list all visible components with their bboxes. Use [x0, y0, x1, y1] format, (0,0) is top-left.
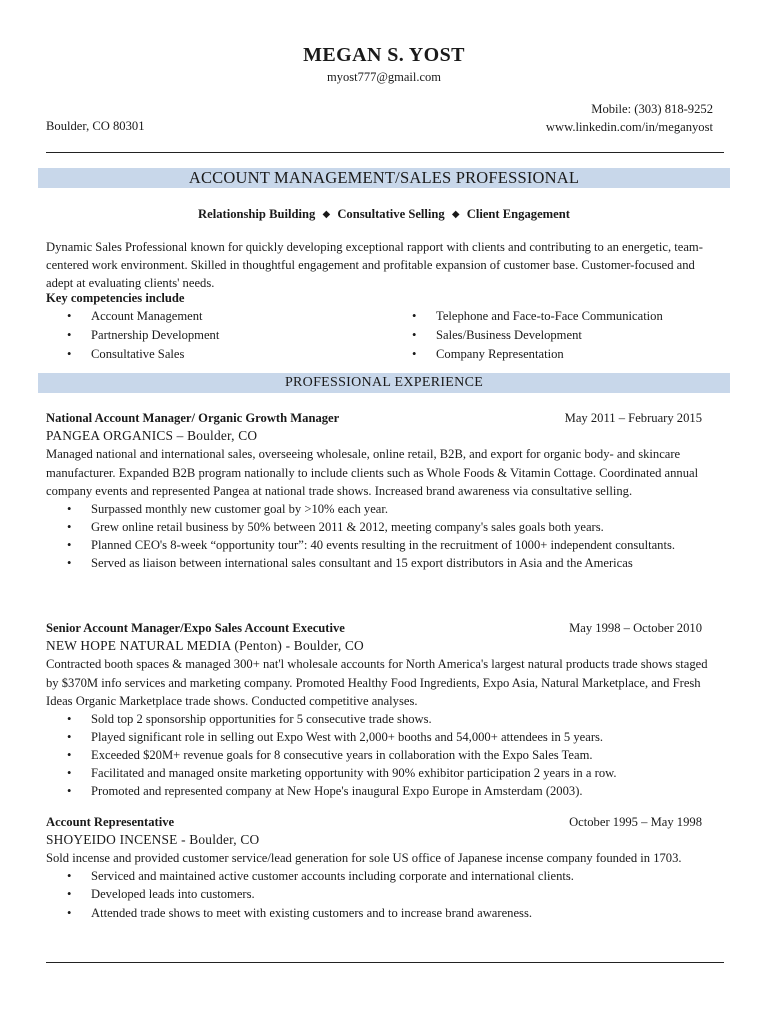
job-header — [46, 813, 702, 831]
achievement-item: • Facilitated and managed onsite marketing opportunity with 90% exhibitor participation 2 years in a row. — [46, 765, 711, 783]
headline-band — [38, 168, 730, 188]
competency-item: • Partnership Development — [46, 326, 376, 345]
competency-item: • Consultative Sales — [46, 345, 376, 364]
job-entry — [46, 619, 708, 801]
tagline-item: Consultative Selling — [337, 207, 445, 221]
competency-item: • Company Representation — [391, 345, 721, 364]
company-name: SHOYEIDO INCENSE - Boulder, CO — [46, 832, 260, 848]
achievement-list — [46, 868, 702, 923]
bottom-divider — [46, 962, 724, 963]
competencies-left-list — [46, 307, 376, 365]
contact-block — [546, 100, 713, 136]
job-entry — [46, 409, 702, 573]
achievement-item: • Played significant role in selling out Expo West with 2,000+ booths and 54,000+ attendees in 5 years. — [46, 728, 711, 746]
competency-item: • Sales/Business Development — [391, 326, 721, 345]
achievement-item: • Serviced and maintained active customer accounts including corporate and international clients. — [46, 868, 711, 886]
competencies-right-list — [391, 307, 721, 365]
achievement-item: • Attended trade shows to meet with existing customers and to increase brand awareness. — [46, 904, 711, 922]
achievement-item: • Served as liaison between international sales consultant and 15 export distributors in Asia and the Americas — [46, 555, 711, 573]
tagline-item: Relationship Building — [198, 207, 316, 221]
linkedin-url[interactable]: www.linkedin.com/in/meganyost — [545, 120, 713, 135]
achievement-item: • Grew online retail business by 50% between 2011 & 2012, meeting company's sales goals both years. — [46, 518, 711, 536]
job-entry — [46, 813, 702, 922]
job-title: Senior Account Manager/Expo Sales Account Executive — [46, 621, 345, 635]
job-description: Managed national and international sales, overseeing wholesale, online retail, B2B, and export for organic body- and skincare manufacturer. Expanded B2B program nationally to include clients such as Whole Foods & Vitamin Cottage. Coordinated annual company events and represented Pangea at national trade shows. Increased brand awareness via consultative selling. — [46, 447, 699, 498]
competencies-heading: Key competencies include — [46, 291, 185, 305]
achievement-item: • Sold top 2 sponsorship opportunities for 5 consecutive trade shows. — [46, 710, 711, 728]
experience-heading: PROFESSIONAL EXPERIENCE — [284, 375, 484, 390]
achievement-item: • Surpassed monthly new customer goal by >10% each year. — [46, 500, 711, 518]
achievement-item: • Promoted and represented company at New Hope's inaugural Expo Europe in Amsterdam (2003). — [46, 783, 711, 801]
job-description: Contracted booth spaces & managed 300+ nat'l wholesale accounts for North America's largest natural products trade shows staged by $370M info services and marketing company. Promoted Healthy Food Ingredients, Expo Asia, Natural Marketplace, and Fresh Ideas Organic Marketplace trade shows. Conducted competitive analyses. — [46, 657, 708, 708]
achievement-item: • Planned CEO's 8-week “opportunity tour”: 40 events resulting in the recruitment of 1000+ independent consultants. — [46, 536, 711, 554]
competency-item: • Account Management — [46, 307, 376, 326]
location: Boulder, CO 80301 — [46, 119, 145, 133]
tagline — [0, 205, 768, 225]
phone-number: Mobile: (303) 818-9252 — [591, 102, 713, 116]
company-name: PANGEA ORGANICS – Boulder, CO — [46, 428, 258, 444]
tagline-item: Client Engagement — [466, 207, 570, 221]
job-dates: October 1995 – May 1998 — [569, 815, 702, 829]
achievement-item: • Exceeded $20M+ revenue goals for 8 consecutive years in collaboration with the Expo Sales Team. — [46, 746, 711, 764]
job-description: Sold incense and provided customer service/lead generation for sole US office of Japanese incense company founded in 1703. — [46, 851, 682, 866]
candidate-name: MEGAN S. YOST — [303, 44, 465, 66]
job-dates: May 2011 – February 2015 — [564, 411, 702, 425]
top-divider — [46, 152, 724, 153]
diamond-separator-icon: ◆ — [322, 209, 331, 220]
achievement-item: • Developed leads into customers. — [46, 886, 711, 904]
experience-band — [38, 373, 730, 393]
achievement-list — [46, 500, 702, 573]
job-title: Account Representative — [46, 815, 175, 829]
diamond-separator-icon: ◆ — [451, 209, 460, 220]
email-address[interactable]: myost777@gmail.com — [327, 70, 441, 84]
job-header — [46, 409, 702, 427]
headline-title: ACCOUNT MANAGEMENT/SALES PROFESSIONAL — [188, 168, 580, 187]
achievement-list — [46, 710, 702, 801]
job-title: National Account Manager/ Organic Growth Manager — [46, 411, 340, 425]
job-dates: May 1998 – October 2010 — [569, 621, 702, 635]
competency-item: • Telephone and Face-to-Face Communication — [391, 307, 721, 326]
professional-summary: Dynamic Sales Professional known for quickly developing exceptional rapport with clients and contributing to an energetic, team-centered work environment. Skilled in thoughtful engagement and profitable expansion of customer base. Customer-focused and adept at evaluating clients' needs. — [46, 240, 703, 291]
job-header — [46, 619, 702, 637]
company-name: NEW HOPE NATURAL MEDIA (Penton) - Boulder, CO — [46, 638, 364, 654]
